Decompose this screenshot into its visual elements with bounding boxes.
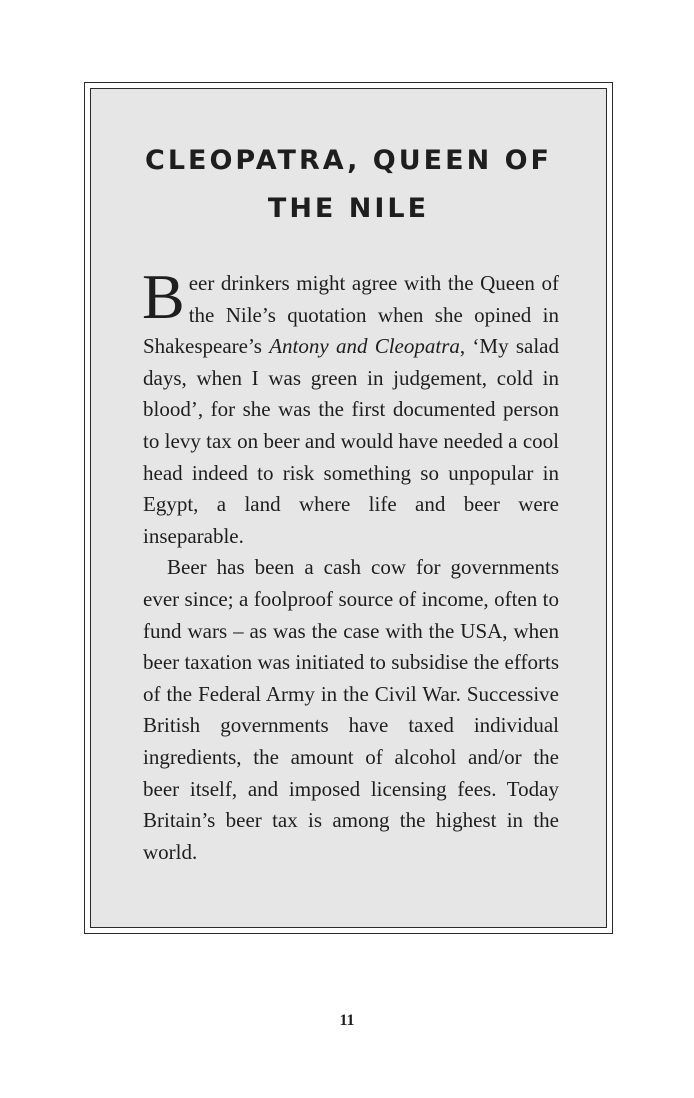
box-heading [91, 137, 606, 233]
paragraph-1-text-b: , ‘My salad days, when I was green in judgement, cold in blood’, for she was the first documented person to levy tax on beer and would have needed a cool head indeed to risk something so unpopular in Egypt, a land where life and beer were inseparable. [143, 334, 559, 548]
paragraph-1 [142, 261, 559, 552]
heading-line-1: CLEOPATRA, QUEEN OF [145, 145, 552, 176]
sidebar-box-inner [90, 88, 607, 928]
box-text [142, 261, 559, 868]
paragraph-1-text-a: eer drinkers might agree with the Queen of the Nile’s quotation when she opined in Shakespeare’s [143, 271, 559, 359]
heading-line-2: THE NILE [267, 193, 430, 224]
page-number: 11 [339, 1012, 355, 1029]
drop-cap: B [142, 261, 185, 332]
sidebar-box [84, 82, 613, 934]
play-title: Antony and Cleopatra [269, 334, 460, 359]
paragraph-2: Beer has been a cash cow for governments ever since; a foolproof source of income, often to fund wars – as was the case with the USA, when beer taxation was initiated to subsidise the efforts of the Federal Army in the Civil War. Successive British governments have taxed individual ingredients, the amount of alcohol and/or the beer itself, and imposed licensing fees. Today Britain’s beer tax is among the highest in the world. [143, 555, 559, 864]
